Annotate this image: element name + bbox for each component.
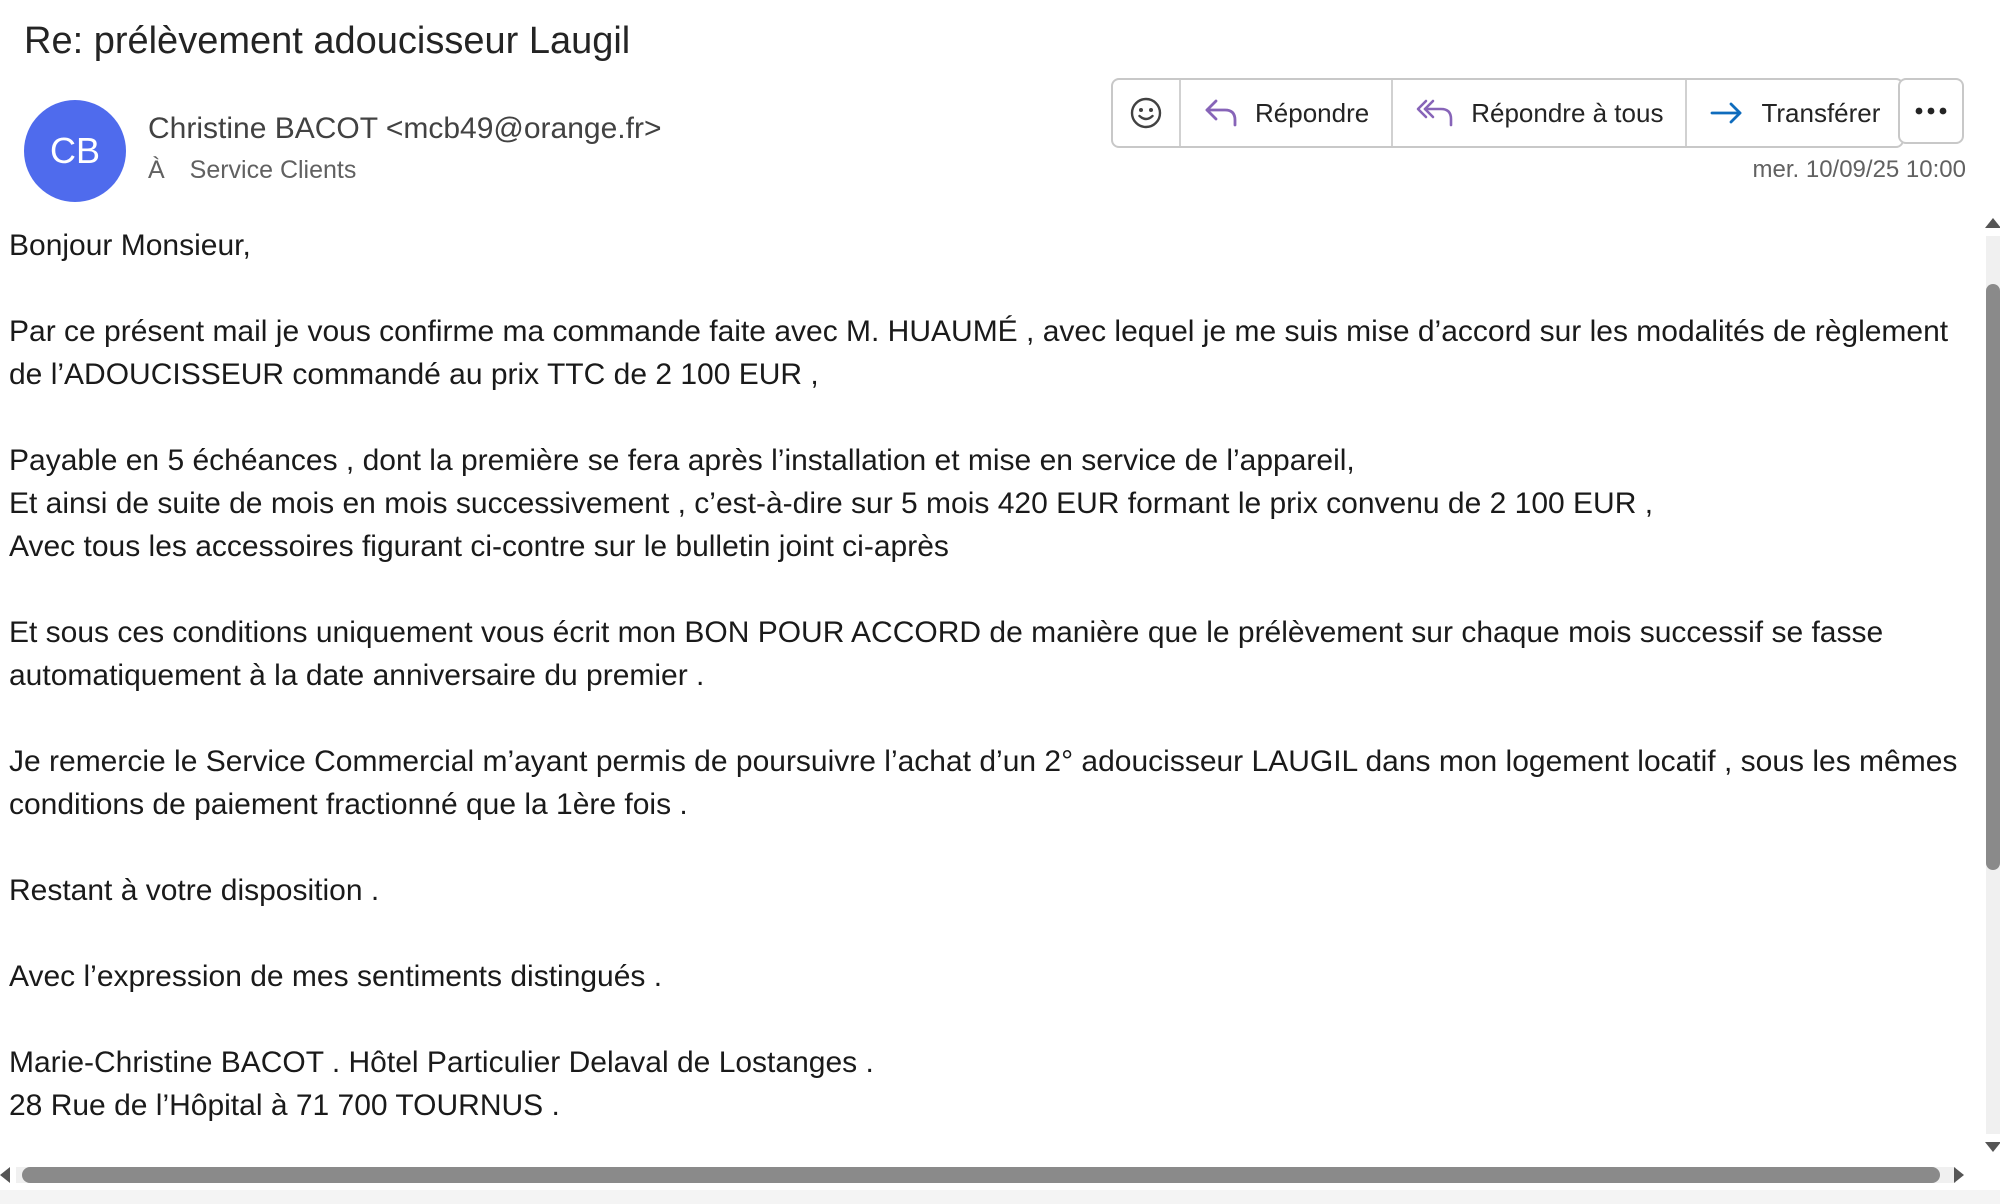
payment-terms: [9, 439, 1969, 568]
more-actions-button[interactable]: [1898, 78, 1964, 144]
reply-all-button[interactable]: [1393, 80, 1687, 146]
reply-all-icon: [1415, 97, 1455, 129]
message-subject: Re: prélèvement adoucisseur Laugil: [24, 20, 631, 62]
bottom-strip: [0, 1190, 2000, 1204]
body-line: Et ainsi de suite de mois en mois successivement , c’est-à-dire sur 5 mois 420 EUR formant le prix convenu de 2 100 EUR ,: [9, 487, 1654, 520]
body-paragraph: Je remercie le Service Commercial m’ayant permis de poursuivre l’achat d’un 2° adoucisseur LAUGIL dans mon logement locatif , sous les mêmes conditions de paiement fractionné que la 1ère fois .: [9, 745, 1958, 821]
body-paragraph: Restant à votre disposition .: [9, 874, 380, 907]
recipient-row: [148, 156, 356, 185]
reply-icon: [1203, 97, 1239, 129]
body-paragraph: Par ce présent mail je vous confirme ma commande faite avec M. HUAUMÉ , avec lequel je me suis mise d’accord sur les modalités de règlement de l’ADOUCISSEUR commandé au prix TTC de 2 100 EUR ,: [9, 315, 1949, 391]
recipient-name[interactable]: Service Clients: [189, 156, 357, 184]
message-actions-toolbar: [1111, 78, 1904, 148]
greeting: Bonjour Monsieur,: [9, 229, 251, 262]
sender-name[interactable]: Christine BACOT <mcb49@orange.fr>: [148, 112, 662, 145]
forward-button[interactable]: [1687, 80, 1902, 146]
more-icon: [1914, 106, 1948, 116]
scroll-up-icon[interactable]: [1985, 218, 2000, 228]
vertical-scrollbar[interactable]: [1982, 212, 2000, 1158]
body-paragraph: Et sous ces conditions uniquement vous écrit mon BON POUR ACCORD de manière que le prélèvement sur chaque mois successif se fasse automatiquement à la date anniversaire du premier .: [9, 616, 1884, 692]
scroll-right-icon[interactable]: [1954, 1167, 1964, 1183]
scroll-down-icon[interactable]: [1985, 1142, 2000, 1152]
react-button[interactable]: [1113, 80, 1181, 146]
hscroll-thumb[interactable]: [22, 1167, 1940, 1183]
message-timestamp: mer. 10/09/25 10:00: [1752, 156, 1966, 183]
smiley-icon: [1129, 96, 1163, 130]
body-line: Payable en 5 échéances , dont la première se fera après l’installation et mise en service de l’appareil,: [9, 444, 1355, 477]
avatar-initials: CB: [49, 130, 100, 171]
signature-line: 28 Rue de l’Hôpital à 71 700 TOURNUS .: [9, 1089, 560, 1122]
reply-button[interactable]: [1181, 80, 1393, 146]
closing: Avec l’expression de mes sentiments distingués .: [9, 960, 663, 993]
scroll-thumb[interactable]: [1986, 284, 2000, 870]
reply-label: Répondre: [1255, 97, 1370, 128]
reply-all-label: Répondre à tous: [1471, 97, 1664, 128]
forward-label: Transférer: [1761, 97, 1881, 128]
forward-arrow-icon: [1709, 99, 1745, 127]
signature-line: Marie-Christine BACOT . Hôtel Particulier Delaval de Lostanges .: [9, 1046, 874, 1079]
recipient-label: À: [148, 156, 165, 184]
avatar[interactable]: [24, 100, 126, 202]
scroll-left-icon[interactable]: [0, 1167, 10, 1183]
horizontal-scrollbar[interactable]: [0, 1163, 1982, 1187]
signature: [9, 1041, 1969, 1127]
body-line: Avec tous les accessoires figurant ci-contre sur le bulletin joint ci-après: [9, 530, 949, 563]
message-body: [9, 224, 1969, 1127]
